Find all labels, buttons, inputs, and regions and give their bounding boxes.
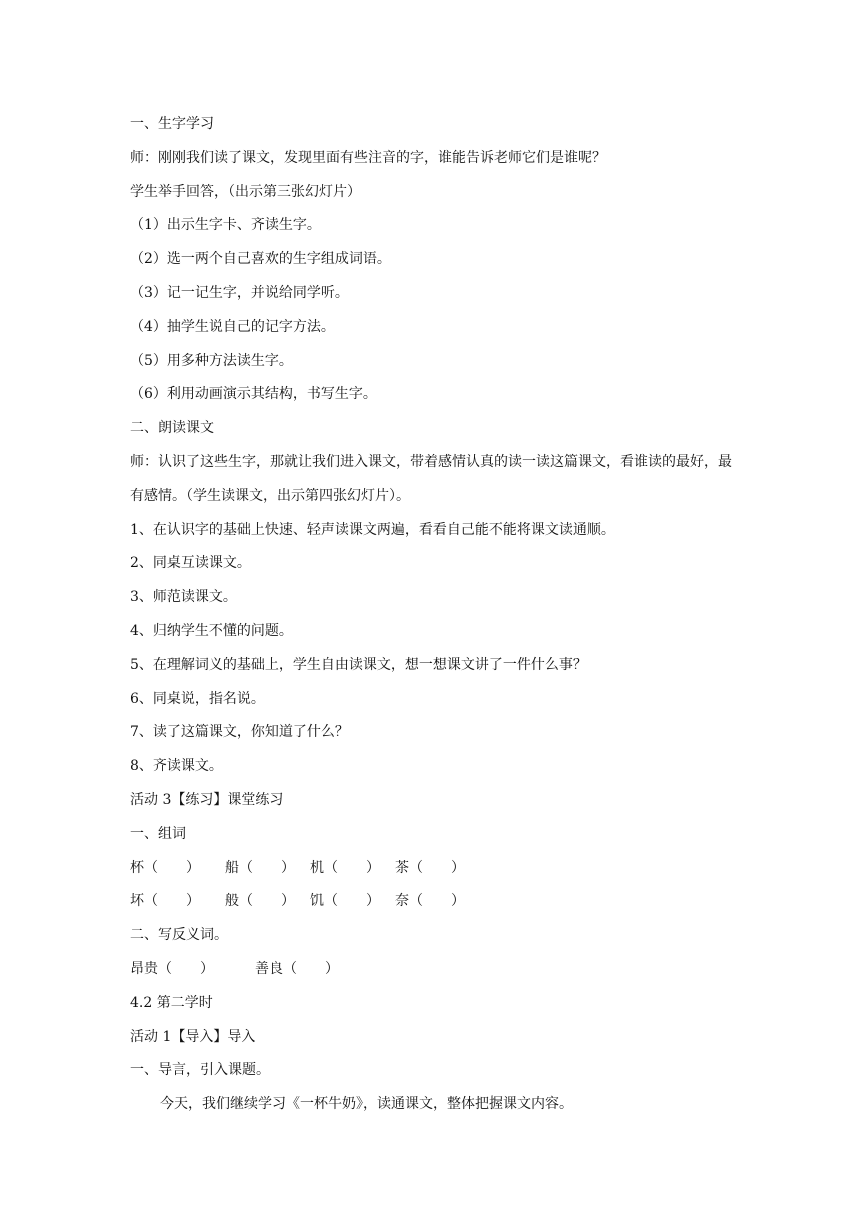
antonym-item: 昂贵（ ） bbox=[130, 960, 214, 977]
reading-step-1: 1、在认识字的基础上快速、轻声读课文两遍，看看自己能不能将课文读通顺。 bbox=[130, 521, 615, 538]
step-item-1: （1）出示生字卡、齐读生字。 bbox=[130, 217, 321, 234]
zuci-item: 杯（ ） bbox=[130, 859, 200, 876]
section-heading-langdu: 二、朗读课文 bbox=[130, 420, 214, 437]
teacher-paragraph: 师：认识了这些生字，那就让我们进入课文，带着感情认真的读一读这篇课文，看谁读的最好，最有感情。（学生读课文，出示第四张幻灯片）。 bbox=[130, 453, 732, 504]
teacher-question: 师：刚刚我们读了课文，发现里面有些注音的字，谁能告诉老师它们是谁呢？ bbox=[130, 149, 606, 166]
zuci-item: 饥（ ） bbox=[310, 893, 380, 910]
activity-3-title: 活动 3【练习】课堂练习 bbox=[130, 791, 284, 808]
reading-step-6: 6、同桌说，指名说。 bbox=[130, 690, 265, 707]
section-zuci: 一、组词 bbox=[130, 825, 186, 842]
intro-paragraph: 今天，我们继续学习《一杯牛奶》，读通课文，整体把握课文内容。 bbox=[160, 1096, 573, 1113]
activity-1-title: 活动 1【导入】导入 bbox=[130, 1028, 256, 1045]
section-4-2: 4.2 第二学时 bbox=[130, 994, 213, 1011]
reading-step-5: 5、在理解词义的基础上，学生自由读课文，想一想课文讲了一件什么事？ bbox=[130, 656, 587, 673]
zuci-item: 机（ ） bbox=[310, 859, 380, 876]
reading-step-8: 8、齐读课文。 bbox=[130, 758, 223, 775]
step-item-6: （6）利用动画演示其结构，书写生字。 bbox=[130, 386, 377, 403]
document-body bbox=[130, 108, 740, 1122]
section-heading-shengzi: 一、生字学习 bbox=[130, 116, 214, 132]
reading-step-7: 7、读了这篇课文，你知道了什么？ bbox=[130, 724, 349, 741]
zuci-item: 般（ ） bbox=[225, 893, 295, 910]
zuci-row-2 bbox=[130, 885, 740, 919]
zuci-item: 船（ ） bbox=[225, 859, 295, 876]
intro-line: 一、导言，引入课题。 bbox=[130, 1062, 270, 1079]
zuci-item: 茶（ ） bbox=[395, 859, 465, 876]
student-answer-line: 学生举手回答，（出示第三张幻灯片） bbox=[130, 183, 361, 200]
reading-step-4: 4、归纳学生不懂的问题。 bbox=[130, 622, 293, 639]
step-item-2: （2）选一两个自己喜欢的生字组成词语。 bbox=[130, 251, 391, 268]
zuci-row-1 bbox=[130, 852, 740, 886]
zuci-item: 奈（ ） bbox=[395, 893, 465, 910]
zuci-item: 坏（ ） bbox=[130, 893, 200, 910]
section-antonym: 二、写反义词。 bbox=[130, 927, 228, 944]
step-item-3: （3）记一记生字，并说给同学听。 bbox=[130, 284, 349, 301]
reading-step-3: 3、师范读课文。 bbox=[130, 589, 237, 606]
antonym-row bbox=[130, 953, 740, 987]
antonym-item: 善良（ ） bbox=[255, 960, 339, 977]
step-item-4: （4）抽学生说自己的记字方法。 bbox=[130, 318, 335, 335]
reading-step-2: 2、同桌互读课文。 bbox=[130, 555, 251, 572]
step-item-5: （5）用多种方法读生字。 bbox=[130, 352, 293, 369]
